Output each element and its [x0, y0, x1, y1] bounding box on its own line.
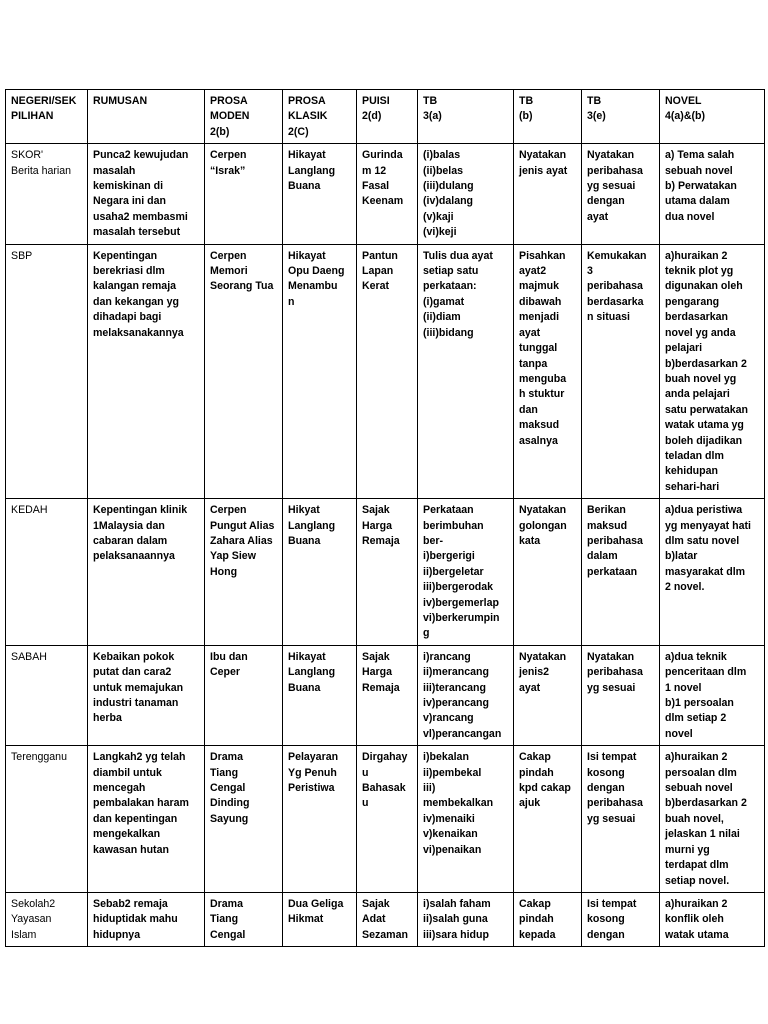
cell-prosa-klasik: Pelayaran Yg Penuh Peristiwa: [283, 746, 357, 893]
cell-negeri: KEDAH: [6, 499, 88, 646]
cell-prosa-moden: Cerpen Memori Seorang Tua: [205, 244, 283, 499]
cell-tb-b: Nyatakan jenis2 ayat: [514, 645, 582, 745]
cell-puisi: Pantun Lapan Kerat: [357, 244, 418, 499]
cell-tb-b: Nyatakan jenis ayat: [514, 144, 582, 244]
cell-tb-3a: (i)balas (ii)belas (iii)dulang (iv)dalang (v)kaji (vi)keji: [418, 144, 514, 244]
cell-novel: a)huraikan 2 persoalan dlm sebuah novel b)berdasarkan 2 buah novel, jelaskan 1 nilai murni yg terdapat dlm setiap novel.: [660, 746, 765, 893]
cell-tb-b: Cakap pindah kepada: [514, 892, 582, 946]
cell-tb-3e: Nyatakan peribahasa yg sesuai dengan ayat: [582, 144, 660, 244]
cell-negeri: SABAH: [6, 645, 88, 745]
cell-tb-3e: Isi tempat kosong dengan: [582, 892, 660, 946]
cell-negeri: SKOR' Berita harian: [6, 144, 88, 244]
cell-prosa-moden: Cerpen “Israk”: [205, 144, 283, 244]
cell-rumusan: Punca2 kewujudan masalah kemiskinan di Negara ini dan usaha2 membasmi masalah tersebut: [88, 144, 205, 244]
cell-novel: a) Tema salah sebuah novel b) Perwatakan utama dalam dua novel: [660, 144, 765, 244]
header-row: [6, 90, 765, 144]
header-negeri: NEGERI/SEK PILIHAN: [6, 90, 88, 144]
cell-tb-3e: Nyatakan peribahasa yg sesuai: [582, 645, 660, 745]
header-puisi: PUISI 2(d): [357, 90, 418, 144]
cell-tb-3a: i)salah faham ii)salah guna iii)sara hidup: [418, 892, 514, 946]
cell-rumusan: Kepentingan berekriasi dlm kalangan remaja dan kekangan yg dihadapi bagi melaksanakannya: [88, 244, 205, 499]
cell-novel: a)dua peristiwa yg menyayat hati dlm satu novel b)latar masyarakat dlm 2 novel.: [660, 499, 765, 646]
header-rumusan: RUMUSAN: [88, 90, 205, 144]
table-row: [6, 746, 765, 893]
header-tb-3e: TB 3(e): [582, 90, 660, 144]
header-prosa-klasik: PROSA KLASIK 2(C): [283, 90, 357, 144]
cell-rumusan: Kepentingan klinik 1Malaysia dan cabaran dalam pelaksanaannya: [88, 499, 205, 646]
cell-prosa-moden: Cerpen Pungut Alias Zahara Alias Yap Siew Hong: [205, 499, 283, 646]
exam-topics-table: [5, 89, 765, 947]
table-row: [6, 499, 765, 646]
cell-negeri: Terengganu: [6, 746, 88, 893]
header-prosa-moden: PROSA MODEN 2(b): [205, 90, 283, 144]
cell-tb-3a: i)bekalan ii)pembekal iii) membekalkan iv)menaiki v)kenaikan vi)penaikan: [418, 746, 514, 893]
header-tb-3a: TB 3(a): [418, 90, 514, 144]
table-row: [6, 892, 765, 946]
cell-prosa-klasik: Dua Geliga Hikmat: [283, 892, 357, 946]
cell-novel: a)huraikan 2 teknik plot yg digunakan oleh pengarang berdasarkan novel yg anda pelajari b)berdasarkan 2 buah novel yg anda pelajari satu perwatakan watak utama yg boleh dijadikan teladan dlm kehidupan sehari-hari: [660, 244, 765, 499]
cell-tb-3a: i)rancang ii)merancang iii)terancang iv)perancang v)rancang vl)perancangan: [418, 645, 514, 745]
cell-tb-3e: Kemukakan 3 peribahasa berdasarka n situasi: [582, 244, 660, 499]
cell-prosa-klasik: Hikayat Langlang Buana: [283, 144, 357, 244]
header-tb-b: TB (b): [514, 90, 582, 144]
table-row: [6, 244, 765, 499]
cell-tb-b: Cakap pindah kpd cakap ajuk: [514, 746, 582, 893]
cell-tb-b: Nyatakan golongan kata: [514, 499, 582, 646]
cell-prosa-klasik: Hikayat Langlang Buana: [283, 645, 357, 745]
cell-prosa-klasik: Hikayat Opu Daeng Menambu n: [283, 244, 357, 499]
cell-rumusan: Kebaikan pokok putat dan cara2 untuk memajukan industri tanaman herba: [88, 645, 205, 745]
table-row: [6, 645, 765, 745]
cell-puisi: Sajak Adat Sezaman: [357, 892, 418, 946]
cell-prosa-moden: Drama Tiang Cengal: [205, 892, 283, 946]
table-row: [6, 144, 765, 244]
cell-tb-b: Pisahkan ayat2 majmuk dibawah menjadi ayat tunggal tanpa menguba h stuktur dan maksud asalnya: [514, 244, 582, 499]
cell-puisi: Sajak Harga Remaja: [357, 645, 418, 745]
cell-tb-3a: Tulis dua ayat setiap satu perkataan: (i)gamat (ii)diam (iii)bidang: [418, 244, 514, 499]
cell-puisi: Sajak Harga Remaja: [357, 499, 418, 646]
cell-tb-3a: Perkataan berimbuhan ber- i)bergerigi ii)bergeletar iii)bergerodak iv)bergemerlap vi)berkerumpin g: [418, 499, 514, 646]
cell-negeri: Sekolah2 Yayasan Islam: [6, 892, 88, 946]
cell-tb-3e: Berikan maksud peribahasa dalam perkataan: [582, 499, 660, 646]
cell-novel: a)huraikan 2 konflik oleh watak utama: [660, 892, 765, 946]
cell-puisi: Dirgahay u Bahasak u: [357, 746, 418, 893]
cell-prosa-moden: Ibu dan Ceper: [205, 645, 283, 745]
cell-puisi: Gurinda m 12 Fasal Keenam: [357, 144, 418, 244]
cell-rumusan: Langkah2 yg telah diambil untuk mencegah pembalakan haram dan kepentingan mengekalkan kawasan hutan: [88, 746, 205, 893]
cell-tb-3e: Isi tempat kosong dengan peribahasa yg sesuai: [582, 746, 660, 893]
cell-prosa-klasik: Hikyat Langlang Buana: [283, 499, 357, 646]
cell-negeri: SBP: [6, 244, 88, 499]
cell-prosa-moden: Drama Tiang Cengal Dinding Sayung: [205, 746, 283, 893]
cell-novel: a)dua teknik penceritaan dlm 1 novel b)1 persoalan dlm setiap 2 novel: [660, 645, 765, 745]
header-novel: NOVEL 4(a)&(b): [660, 90, 765, 144]
cell-rumusan: Sebab2 remaja hiduptidak mahu hidupnya: [88, 892, 205, 946]
